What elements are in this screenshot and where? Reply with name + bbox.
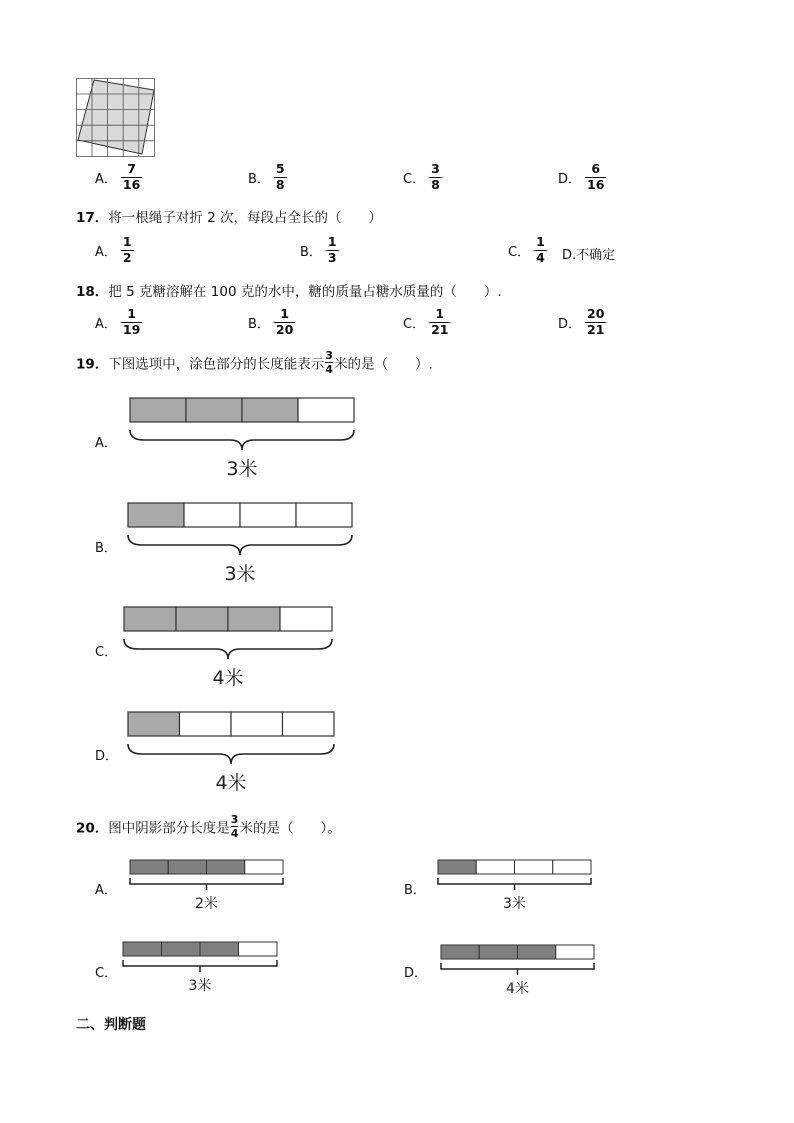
q16-option-d[interactable] [558, 163, 606, 191]
q17-option-d[interactable]: D.不确定 [562, 248, 616, 263]
q18-option-b[interactable]: B． $\frac{1}{20}$ [248, 306, 294, 337]
grid-figure [76, 78, 156, 158]
option-letter: C． [403, 171, 426, 187]
q18-option-c[interactable]: C． $\frac{1}{21}$ [403, 306, 449, 337]
length-label: 4米 [506, 981, 529, 997]
q19-bar-figure-b [120, 496, 370, 596]
brace [130, 430, 354, 450]
q18-option-d[interactable]: D． $\frac{20}{21}$ [558, 306, 605, 337]
q20-stem: 20．图中阴影部分长度是 $\frac{3}{4}$ 米的是（ ）。 [76, 813, 341, 840]
q18-stem: 18．把 5 克糖溶解在 100 克的水中，糖的质量占糖水质量的（ ）. [76, 284, 502, 300]
blank-segment [476, 860, 514, 874]
q20-bar-figure-b [432, 855, 602, 920]
section-heading: 二、判断题 [76, 1017, 146, 1033]
q20-bar-figure-a [124, 855, 294, 920]
q20-option-a[interactable]: A． [95, 883, 117, 898]
q20-option-b[interactable]: B． [404, 883, 426, 898]
shaded-segment [479, 945, 517, 959]
q20-bar-figure-d [436, 940, 606, 1005]
q19-option-a[interactable]: A． [95, 436, 117, 451]
q17-option-b[interactable]: B． $\frac{1}{3}$ [300, 234, 337, 265]
fraction: $\frac{5}{8}$ [275, 161, 285, 192]
bracket [123, 960, 277, 972]
blank-segment [556, 945, 594, 959]
q19-option-c[interactable]: C． [95, 645, 118, 660]
q20-option-d[interactable]: D． [404, 966, 428, 981]
bracket [438, 878, 591, 890]
blank-segment [280, 607, 332, 631]
q18-option-a[interactable]: A． $\frac{1}{19}$ [95, 306, 141, 337]
option-letter: A． [95, 171, 117, 187]
blank-segment [184, 503, 240, 527]
shaded-segment [124, 607, 176, 631]
fraction: $\frac{3}{8}$ [431, 161, 440, 192]
q17-option-a[interactable]: A． $\frac{1}{2}$ [95, 234, 132, 265]
shaded-segment [168, 860, 206, 874]
q20-bar-figure-c [118, 938, 288, 1003]
shaded-segment [128, 712, 180, 736]
q20-option-c[interactable]: C． [95, 966, 118, 981]
shaded-segment [228, 607, 280, 631]
shaded-segment [128, 503, 184, 527]
blank-segment [239, 942, 278, 956]
bracket [130, 878, 283, 890]
shaded-segment [176, 607, 228, 631]
q19-bar-figure-c [118, 600, 368, 700]
shaded-segment [130, 398, 186, 422]
shaded-segment [130, 860, 168, 874]
shaded-segment [200, 942, 239, 956]
length-label: 4米 [215, 772, 247, 794]
blank-segment [245, 860, 283, 874]
brace [128, 535, 352, 555]
length-label: 3米 [226, 458, 258, 480]
option-letter: B． [248, 171, 270, 187]
shaded-segment [162, 942, 201, 956]
shaded-segment [186, 398, 242, 422]
shaded-segment [518, 945, 556, 959]
q16-option-b[interactable] [248, 163, 287, 191]
blank-segment [283, 712, 335, 736]
q19-stem: 19．下图选项中，涂色部分的长度能表示 $\frac{3}{4}$ 米的是（ ）. [76, 349, 433, 376]
brace [128, 744, 334, 764]
blank-segment [553, 860, 591, 874]
fraction: $\frac{6}{16}$ [587, 161, 605, 192]
tilted-square [78, 80, 154, 154]
shaded-segment [242, 398, 298, 422]
blank-segment [180, 712, 232, 736]
blank-segment [231, 712, 283, 736]
shaded-segment [438, 860, 476, 874]
length-label: 3米 [188, 978, 212, 994]
length-label: 3米 [503, 896, 526, 912]
blank-segment [298, 398, 354, 422]
blank-segment [515, 860, 553, 874]
brace [124, 639, 332, 659]
bracket [441, 963, 594, 975]
option-letter: D． [558, 171, 582, 187]
shaded-segment [207, 860, 245, 874]
q17-stem: 17．将一根绳子对折 2 次，每段占全长的（ ） [76, 210, 382, 226]
q19-bar-figure-d [120, 705, 370, 805]
length-label: 2米 [195, 896, 218, 912]
q19-option-d[interactable]: D． [95, 749, 119, 764]
q19-bar-figure-a [120, 392, 370, 492]
shaded-segment [441, 945, 479, 959]
length-label: 4米 [212, 667, 244, 689]
length-label: 3米 [224, 563, 256, 585]
blank-segment [296, 503, 352, 527]
q17-option-c[interactable]: C． $\frac{1}{4}$ [508, 234, 545, 265]
q19-option-b[interactable]: B． [95, 541, 117, 556]
q16-option-c[interactable] [403, 163, 442, 191]
fraction: $\frac{7}{16}$ [122, 161, 141, 192]
shaded-segment [123, 942, 162, 956]
q16-option-a[interactable] [95, 163, 142, 191]
blank-segment [240, 503, 296, 527]
